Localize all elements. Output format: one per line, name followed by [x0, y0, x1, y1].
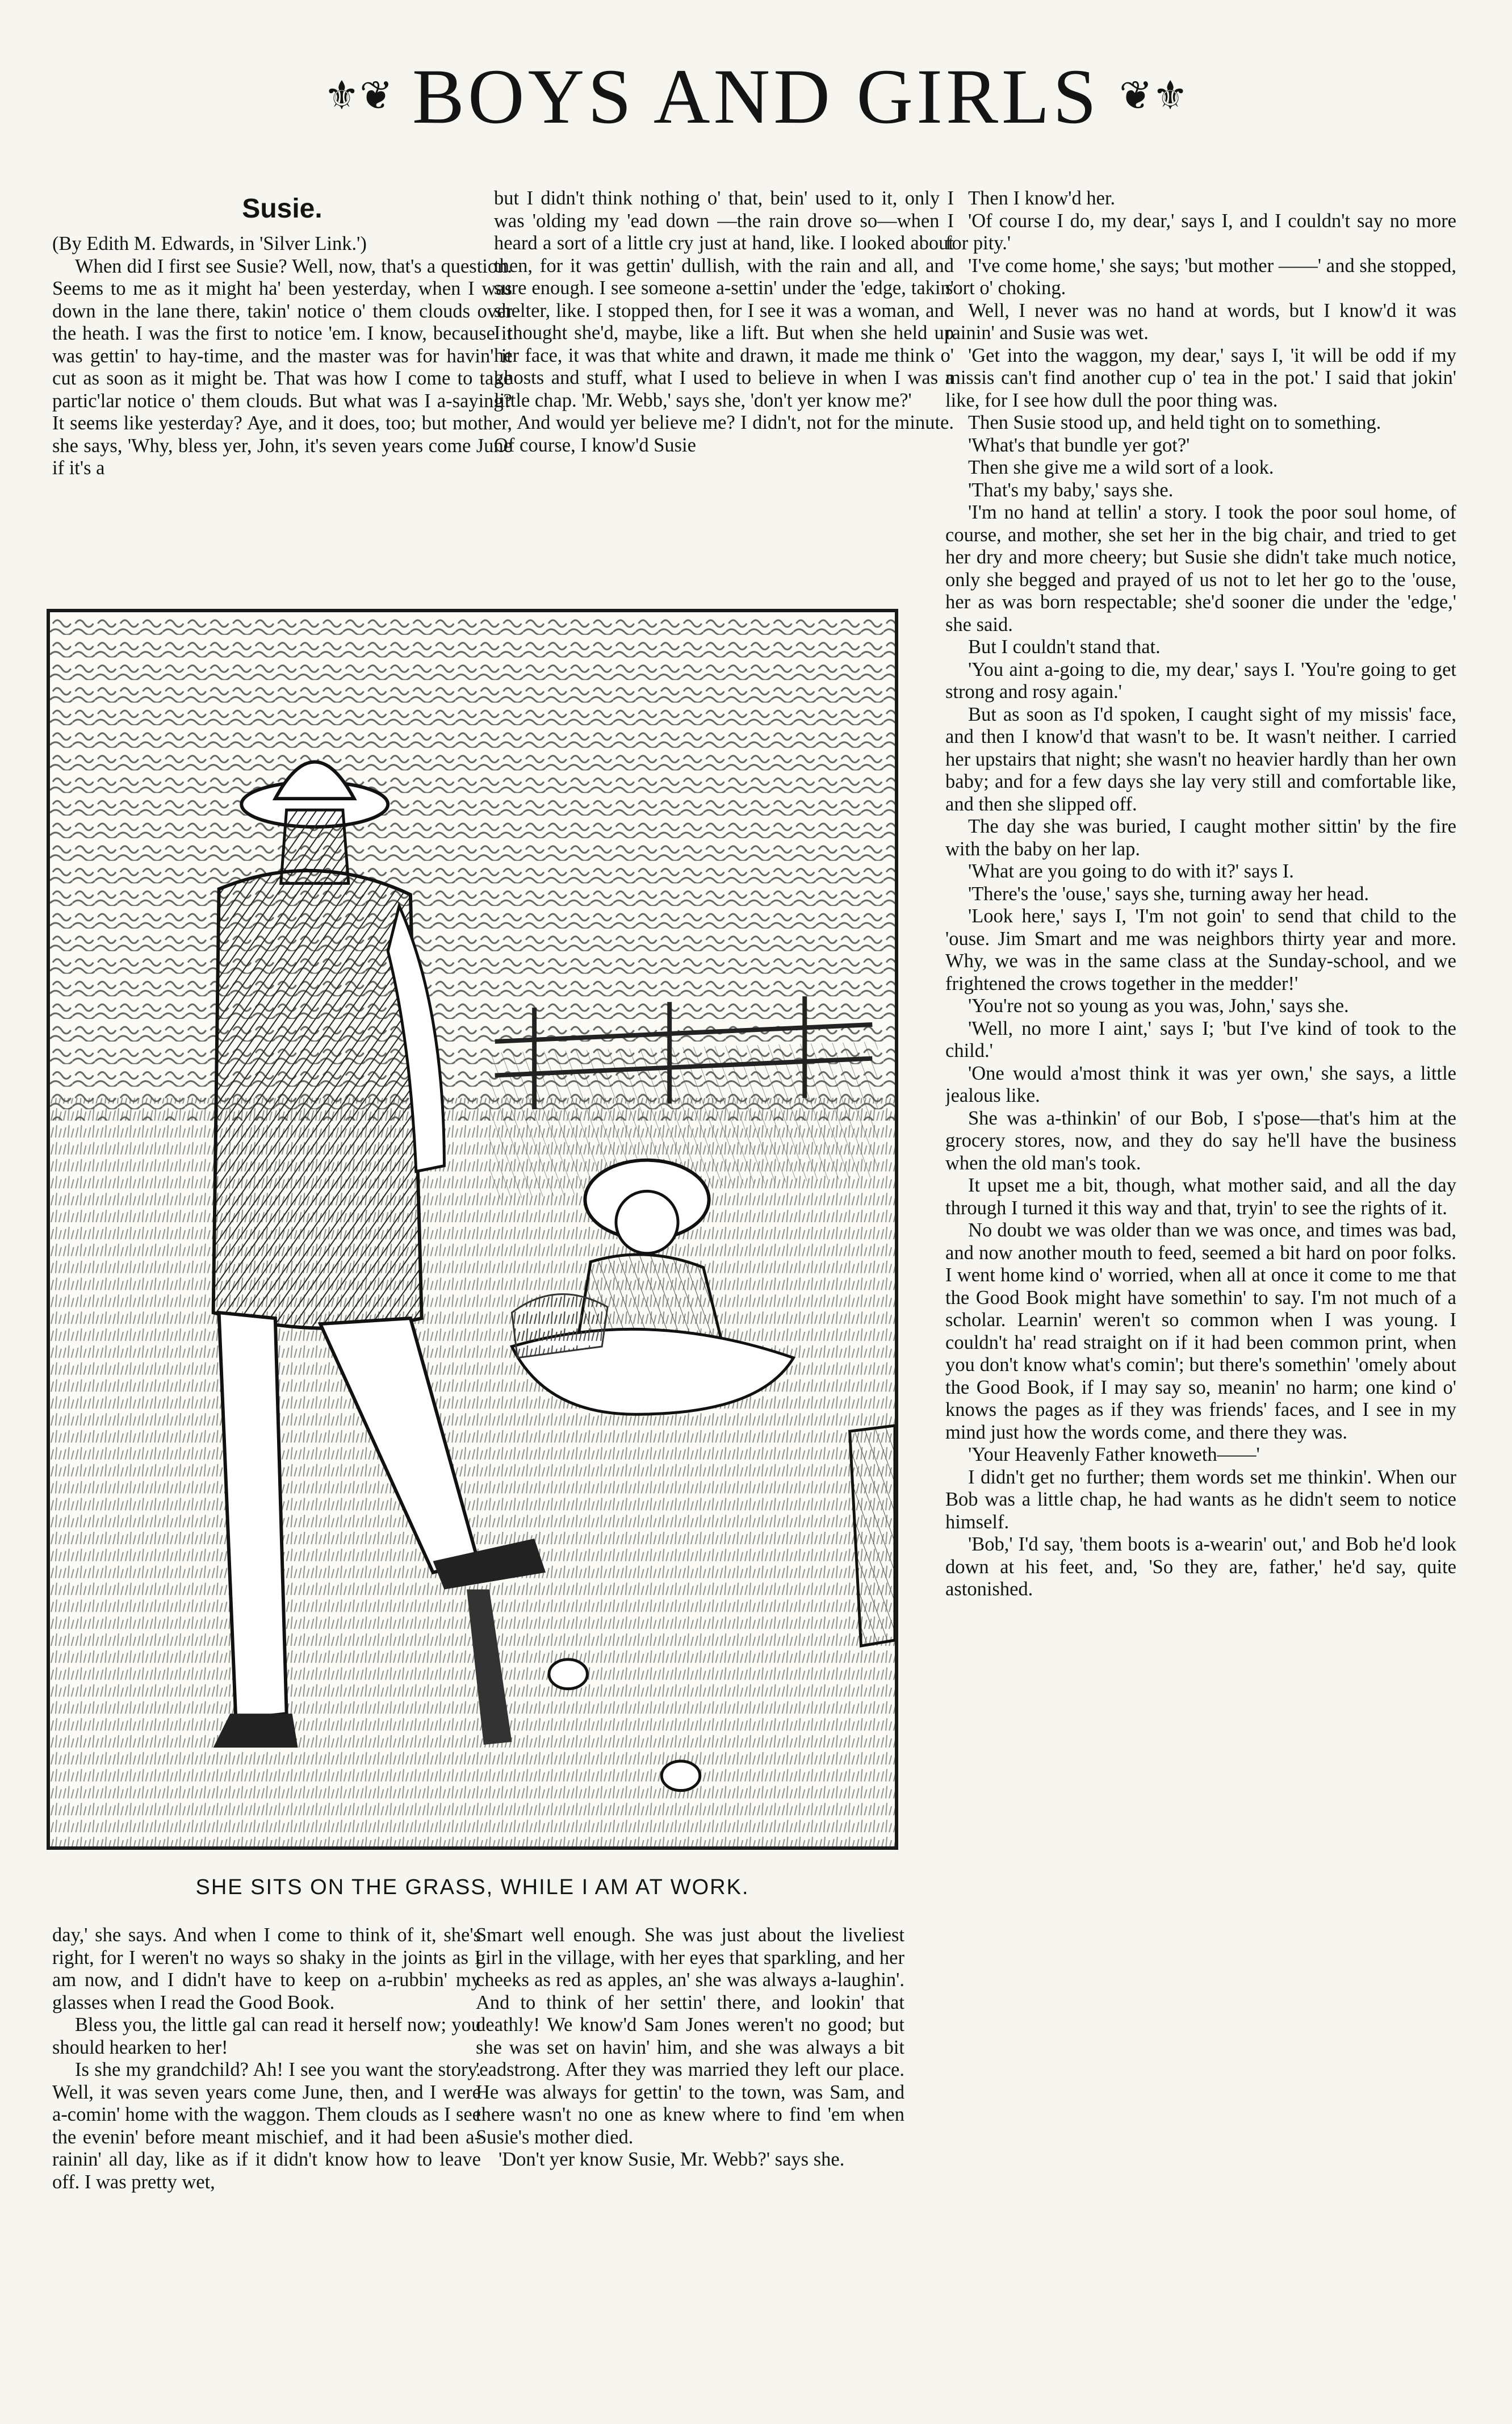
paragraph: 'Well, no more I aint,' says I; 'but I've kind of took to the child.' [945, 1017, 1456, 1061]
column-2 [494, 187, 954, 602]
illustration-caption: SHE SITS ON THE GRASS, WHILE I AM AT WORK. [195, 1875, 749, 1899]
ornament-left-icon: ⚜❦ [324, 74, 393, 118]
paragraph: 'Look here,' says I, 'I'm not goin' to send that child to the 'ouse. Jim Smart and me was neighbors thirty year and more. Why, we was in the same class at the Sunday-school, and we frightened the crows together in the medder!' [945, 905, 1456, 994]
paragraph: No doubt we was older than we was once, and times was bad, and now another mouth to feed, seemed a bit hard on poor folks. I went home kind o' worried, when all at once it come to me that the Good Book might have somethin' to say. I'm not much of a scholar. Learnin' weren't so common when I was young. I couldn't ha' read straight on if it had been common print, when you don't know what's comin'; but there's somethin' 'omely about the Good Book, if I may say so, meanin' no harm; one kind o' knows the pages as if they was friends' faces, and I see in my mind just how the words come, and there they was. [945, 1219, 1456, 1443]
paragraph: 'One would a'most think it was yer own,' she says, a little jealous like. [945, 1062, 1456, 1106]
paragraph: Smart well enough. She was just about the liveliest girl in the village, with her eyes that sparkling, and her cheeks as red as apples, an' she was always a-laughin'. And to think of her settin' there, and lookin' that deathly! We know'd Sam Jones weren't no good; but she was set on havin' him, and she was always a bit 'eadstrong. After they was married they left our place. He was always for gettin' to the town, was Sam, and there wasn't no one as knew where to find 'em when Susie's mother died. [476, 1924, 904, 2148]
paragraph: But as soon as I'd spoken, I caught sight of my missis' face, and then I know'd that wasn't to be. It wasn't neither. I carried her upstairs that night; she wasn't no heavier hardly than her own baby; and for a few days she lay very still and comfortable like, and then she slipped off. [945, 703, 1456, 815]
paragraph: But I couldn't stand that. [968, 636, 1161, 658]
paragraph: 'I've come home,' she says; 'but mother ——' and she stopped, sort o' choking. [945, 254, 1456, 299]
grass-field [50, 1098, 895, 1846]
paragraph: 'That's my baby,' says she. [968, 479, 1174, 501]
paragraph: 'What are you going to do with it?' says I. [968, 860, 1294, 882]
paragraph: day,' she says. And when I come to think of it, she's right, for I weren't no ways so shaky in the joints as I am now, and I didn't have to keep on a-rubbin' my glasses when I read the Good Book. [52, 1924, 481, 2013]
column-4 [52, 1924, 481, 2288]
paragraph: Then Susie stood up, and held tight on to something. [968, 412, 1381, 433]
foliage [50, 612, 895, 1121]
paragraph: 'What's that bundle yer got?' [968, 434, 1190, 456]
illustration [47, 609, 898, 1850]
byline: (By Edith M. Edwards, in 'Silver Link.') [52, 233, 367, 254]
story-title: Susie. [242, 194, 322, 224]
column-1 [52, 187, 512, 602]
paragraph: 'You're not so young as you was, John,' says she. [968, 995, 1349, 1017]
paragraph: It upset me a bit, though, what mother said, and all the day through I turned it this way and that, tryin' to see the rights of it. [945, 1175, 1456, 1219]
masthead [0, 54, 1512, 139]
paragraph: but I didn't think nothing o' that, bein' used to it, only I was 'olding my 'ead down —the rain drove so—when I heard a sort of a little cry just at hand, like. I looked about then, for it was gettin' dullish, with the rain and all, and sure enough. I see someone a-settin' under the 'edge, takin' shelter, like. I stopped then, for I see it was a woman, and I thought she'd, maybe, like a lift. But when she held up her face, it was that white and drawn, it made me think o' ghosts and stuff, what I used to believe in when I was a little chap. 'Mr. Webb,' says she, 'don't yer know me?' [494, 187, 954, 411]
paragraph: 'There's the 'ouse,' says she, turning away her head. [968, 883, 1369, 905]
paragraph: 'Get into the waggon, my dear,' says I, 'it will be odd if my missis can't find another cup o' tea in the pot.' I said that jokin' like, for I see how dull the poor thing was. [945, 344, 1456, 411]
column-3 [945, 187, 1456, 2312]
paragraph: 'I'm no hand at tellin' a story. I took the poor soul home, of course, and mother, she set her in the big chair, and tried to get her dry and more cheery; but Susie she didn't take much notice, only she begged and prayed of us not to let her go to the 'ouse, her as was born respectable; she'd sooner die under the 'edge,' she said. [945, 501, 1456, 636]
paragraph: The day she was buried, I caught mother sittin' by the fire with the baby on her lap. [945, 816, 1456, 860]
paragraph: I didn't get no further; them words set me thinkin'. When our Bob was a little chap, he had wants as he didn't seem to notice himself. [945, 1466, 1456, 1533]
paragraph: She was a-thinkin' of our Bob, I s'pose—that's him at the grocery stores, now, and they do say he'll have the business when the old man's took. [945, 1107, 1456, 1174]
paragraph: Well, I never was no hand at words, but I know'd it was rainin' and Susie was wet. [945, 299, 1456, 344]
ornament-right-icon: ❦⚜ [1119, 74, 1188, 118]
paragraph: Bless you, the little gal can read it herself now; you should hearken to her! [52, 2014, 481, 2058]
paragraph: And would yer believe me? I didn't, not for the minute. Of course, I know'd Susie [494, 412, 954, 456]
paragraph: 'You aint a-going to die, my dear,' says I. 'You're going to get strong and rosy again.' [945, 658, 1456, 703]
paragraph: Then I know'd her. [968, 187, 1116, 209]
column-5 [476, 1924, 904, 2288]
paragraph: Then she give me a wild sort of a look. [968, 457, 1274, 478]
paragraph: 'Of course I do, my dear,' says I, and I couldn't say no more for pity.' [945, 210, 1456, 254]
paragraph: 'Bob,' I'd say, 'them boots is a-wearin' out,' and Bob he'd look down at his feet, and, 'So they are, father,' he'd say, quite astonished. [945, 1533, 1456, 1600]
section-title: BOYS AND GIRLS [412, 53, 1100, 140]
paragraph: Is she my grandchild? Ah! I see you want the story. Well, it was seven years come June, then, and I were a-comin' home with the waggon. Them clouds as I see the evenin' before meant mischief, and it had been a-rainin' all day, like as if it didn't know how to leave off. I was pretty wet, [52, 2059, 481, 2193]
paragraph: When did I first see Susie? Well, now, that's a question. Seems to me as it might ha' been yesterday, when I was down in the lane there, takin' notice o' them clouds over the heath. I was the first to notice 'em. I know, because it was gettin' to hay-time, and the master was for havin' it cut as soon as it might be. That was how I come to take partic'lar notice o' them clouds. But what was I a-saying? It seems like yesterday? Aye, and it does, too; but mother, she says, 'Why, bless yer, John, it's seven years come June if it's a [52, 255, 512, 479]
paragraph: 'Your Heavenly Father knoweth——' [968, 1444, 1260, 1465]
engraving-image [50, 612, 895, 1846]
paragraph: 'Don't yer know Susie, Mr. Webb?' says she. [499, 2149, 845, 2170]
